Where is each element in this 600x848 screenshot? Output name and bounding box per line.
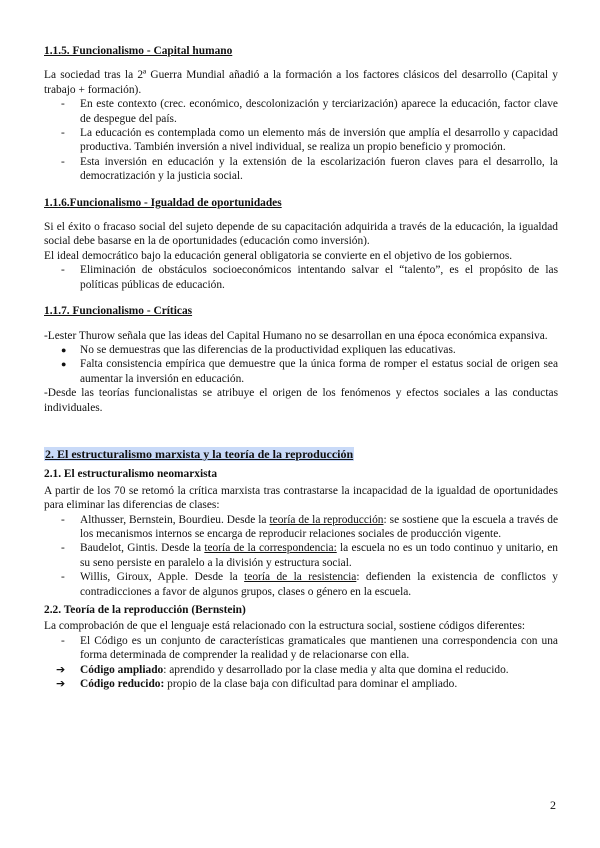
paragraph: El ideal democrático bajo la educación general obligatoria se convierte en el objetivo de los gobiernos. (44, 249, 513, 262)
dash-marker: - (61, 513, 65, 526)
heading-1-1-5: 1.1.5. Funcionalismo - Capital humano (44, 45, 233, 57)
paragraph: La comprobación de que el lenguaje está relacionado con la estructura social, sostiene códigos diferentes: (44, 620, 526, 633)
heading-1-1-7: 1.1.7. Funcionalismo - Críticas (44, 305, 193, 318)
list-item: - El Código es un conjunto de características gramaticales que mantienen una correspondencia con una forma determinada de comprender la realidad y de relacionarse con ella. (61, 634, 558, 662)
paragraph: Si el éxito o fracaso social del sujeto depende de su capacitación adquirida a través de la educación, la igualdad social debe basarse en la de oportunidades (educación como inversión). (44, 221, 558, 248)
dash-marker: - (61, 634, 65, 647)
heading-2: 2. El estructuralismo marxista y la teoría de la reproducción (45, 446, 354, 461)
paragraph: A partir de los 70 se retomó la crítica marxista tras contrastarse la incapacidad de la igualdad de oportunidades para eliminar las diferencias de clases: (44, 484, 558, 512)
dash-list (44, 634, 558, 663)
dash-marker: - (61, 264, 65, 277)
heading-2-1: 2.1. El estructuralismo neomarxista (44, 468, 218, 481)
bullet-icon: ● (61, 344, 67, 355)
paragraph: La sociedad tras la 2ª Guerra Mundial añadió a la formación a los factores clásicos del desarrollo (Capital y trabajo + formación). (44, 69, 558, 96)
list-item: - Althusser, Bernstein, Bourdieu. Desde la teoría de la reproducción: se sostiene que la escuela a través de los mecanismos internos se encarga de reproducir relaciones sociales de producción vigente. (61, 513, 559, 540)
arrow-right-icon: ➔ (56, 662, 66, 676)
dash-marker: - (61, 98, 65, 111)
section-1-1-6 (44, 196, 558, 292)
dash-marker: - (61, 571, 65, 584)
section-2-2 (44, 603, 558, 691)
arrow-right-icon: ➔ (56, 677, 66, 691)
bullet-icon: ● (61, 359, 67, 370)
list-item: ● No se demuestras que las diferencias de la productividad expliquen las educativas. (61, 343, 456, 356)
paragraph: -Desde las teorías funcionalistas se atribuye el origen de los fenómenos y efectos sociales a las conductas individuales. (44, 387, 558, 414)
section-1-1-5 (44, 44, 558, 184)
section-2-1 (44, 467, 558, 599)
list-item: ● Falta consistencia empírica que demuestre que la única forma de romper el estatus social de origen sea aumentar la inversión en educación. (61, 358, 558, 385)
page-number: 2 (550, 798, 556, 812)
dash-list (44, 263, 558, 292)
section-1-1-7 (44, 304, 558, 415)
document-page (44, 44, 558, 691)
heading-2-2: 2.2. Teoría de la reproducción (Bernstein) (44, 604, 246, 616)
theory-name: teoría de la resistencia (244, 571, 357, 584)
dash-list (44, 513, 558, 599)
list-item: - La educación es contemplada como un elemento más de inversión que amplía el desarrollo y capacidad productiva. También inversión a nivel individual, se realiza un propio beneficio y promoción. (61, 127, 558, 154)
list-item: ➔ Código ampliado: aprendido y desarrollado por la clase media y alta que domina el reducido. (56, 662, 509, 676)
bullet-list (44, 343, 558, 386)
heading-1-1-6: 1.1.6.Funcionalismo - Igualdad de oportunidades (44, 196, 282, 209)
list-item: - Esta inversión en educación y la extensión de la escolarización fueron claves para el desarrollo, la democratización y la justicia social. (61, 155, 558, 183)
list-item: - Willis, Giroux, Apple. Desde la teoría de la resistencia: defienden la existencia de conflictos y contradicciones a favor de algunos grupos, clases o género en la escuela. (61, 571, 558, 598)
list-item: - Eliminación de obstáculos socioeconómicos intentando salvar el “talento”, es el propósito de las políticas públicas de educación. (61, 264, 558, 291)
dash-list (44, 97, 558, 183)
list-item: ➔ Código reducido: propio de la clase baja con dificultad para dominar el ampliado. (56, 677, 458, 691)
dash-marker: - (61, 127, 65, 140)
paragraph: -Lester Thurow señala que las ideas del Capital Humano no se desarrollan en una época económica expansiva. (44, 329, 548, 342)
dash-marker: - (61, 155, 65, 168)
list-item: - Baudelot, Gintis. Desde la teoría de la correspondencia: la escuela no es un todo continuo y unitario, en su seno persiste en paralelo a la división y estructura social. (61, 542, 558, 569)
theory-name: teoría de la correspondencia: (204, 542, 337, 555)
list-item: - En este contexto (crec. económico, descolonización y terciarización) aparece la educación, factor clave de despegue del país. (61, 98, 558, 125)
section-2 (44, 427, 558, 692)
arrow-list (44, 663, 558, 692)
theory-name: teoría de la reproducción (269, 513, 384, 526)
dash-marker: - (61, 542, 65, 555)
